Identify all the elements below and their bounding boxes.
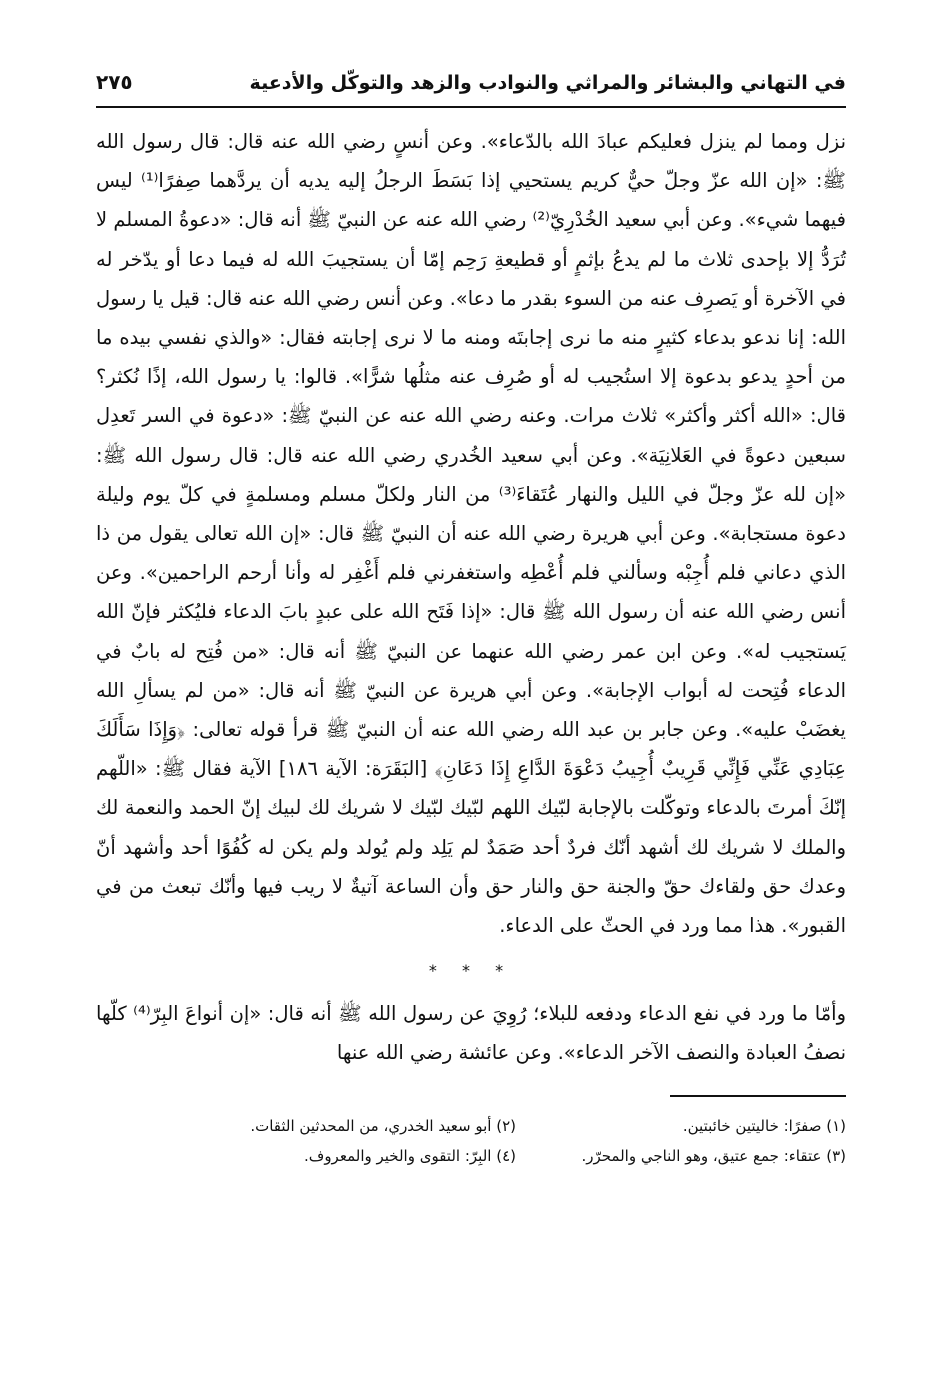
footnote-number: (٣) (826, 1146, 846, 1165)
footnote-row (96, 1141, 846, 1171)
footnote-number: (٤) (496, 1146, 516, 1165)
body-paragraph-1: نزل ومما لم ينزل فعليكم عبادَ الله بالدّعاء». وعن أنسٍ رضي الله عنه قال: قال رسول الله ﷺ: «إن الله عزّ وجلّ حيٌّ كريم يستحيي إذا بَسَطَ الرجلُ إليه يديه أن يردَّهما صِفرًا⁽¹⁾ ليس فيهما شيء». وعن أبي سعيد الخُدْرِيّ⁽²⁾ رضي الله عنه عن النبيّ ﷺ أنه قال: «دعوةُ المسلم لا تُرَدُّ إلا بإحدى ثلاث ما لم يدعُ بإثمٍ أو قطيعةِ رَحِم إمّا أن يستجيبَ الله له فيما دعا أو يدّخر له في الآخرة أو يَصرِف عنه من السوء بقدر ما دعا». وعن أنس رضي الله عنه قال: قيل يا رسول الله: إنا ندعو بدعاء كثيرٍ منه ما نرى إجابتَه ومنه ما لا نرى إجابته فقال: «والذي نفسي بيده ما من أحدٍ يدعو بدعوة إلا استُجيب له أو صُرِف عنه مثلُها شرًّا». قالوا: يا رسول الله، إذًا نُكثر؟ قال: «الله أكثر وأكثر» ثلاث مرات. وعنه رضي الله عنه عن النبيّ ﷺ: «دعوة في السر تَعدِل سبعين دعوةً في العَلانِيَة». وعن أبي سعيد الخُدري رضي الله عنه قال: قال رسول الله ﷺ: «إن لله عزّ وجلّ في الليل والنهار عُتَقاءَ⁽³⁾ من النار ولكلّ مسلم ومسلمةٍ في كلّ يوم وليلة دعوة مستجابة». وعن أبي هريرة رضي الله عنه أن النبيّ ﷺ قال: «إن الله تعالى يقول من ذا الذي دعاني فلم أُجِبْه وسألني فلم أُعْطِه واستغفرني فلم أَغْفِر له وأنا أرحم الراحمين». وعن أنس رضي الله عنه أن رسول الله ﷺ قال: «إذا فَتَح الله على عبدٍ بابَ الدعاء فليُكثر فإنّ الله يَستجيب له». وعن ابن عمر رضي الله عنهما عن النبيّ ﷺ أنه قال: «من فُتِح له بابٌ في الدعاء فُتِحت له أبواب الإجابة». وعن أبي هريرة عن النبيّ ﷺ أنه قال: «من لم يسألِ الله يغضَبْ عليه». وعن جابر بن عبد الله رضي الله عنه أن النبيّ ﷺ قرأ قوله تعالى: ﴿وَإِذَا سَأَلَكَ عِبَادِي عَنِّي فَإِنِّي قَرِيبٌ أُجِيبُ دَعْوَةَ الدَّاعِ إِذَا دَعَانِ﴾ [البَقَرَة: الآية ١٨٦] الآية فقال ﷺ: «اللّهم إنّكَ أمرتَ بالدعاء وتوكّلت بالإجابة لبّيك اللهم لبّيك لبّيك لا شريك لك لبيك إنّ الحمد والنعمة لك والملك لا شريك لك أشهد أنّك فردٌ أحد صَمَدٌ لم يَلِد ولم يُولد ولم يكن له كُفُوًا أحد وأشهد أنّ وعدك حق ولقاءك حقّ والجنة حق والنار حق وأن الساعة آتيةٌ لا ريب فيها وأنّك تبعث من في القبور». هذا مما ورد في الحثّ على الدعاء. (96, 130, 847, 938)
body-paragraph-2: وأمّا ما ورد في نفع الدعاء ودفعه للبلاء؛ رُوِيَ عن رسول الله ﷺ أنه قال: «إن أنواعَ البِرّ⁽⁴⁾ كلّها نصفُ العبادة والنصف الآخر الدعاء». وعن عائشة رضي الله عنها (96, 1002, 846, 1065)
footnote-number: (١) (826, 1116, 846, 1135)
footnote-text: عتقاء: جمع عتيق، وهو الناجي والمحرّر. (581, 1146, 822, 1165)
footnote-number: (٢) (496, 1116, 516, 1135)
footnotes (96, 1111, 846, 1171)
footnote-2 (250, 1111, 516, 1141)
footnote-1 (516, 1111, 846, 1141)
page-number: ٢٧٥ (96, 70, 133, 94)
footnote-rule (670, 1095, 846, 1097)
running-title: في التهاني والبشائر والمراثي والنوادب والزهد والتوكّل والأدعية (249, 72, 846, 94)
footnote-text: صفرًا: خاليتين خائبتين. (682, 1116, 822, 1135)
book-page (96, 70, 846, 1330)
section-separator: * * * (428, 961, 514, 981)
footnote-row (96, 1111, 846, 1141)
footnote-text: البِرّ: التقوى والخير والمعروف. (304, 1146, 492, 1165)
running-header (96, 70, 846, 108)
footnote-3 (516, 1141, 846, 1171)
footnote-4 (304, 1141, 516, 1171)
footnote-text: أبو سعيد الخدري، من المحدثين الثقات. (250, 1116, 492, 1135)
